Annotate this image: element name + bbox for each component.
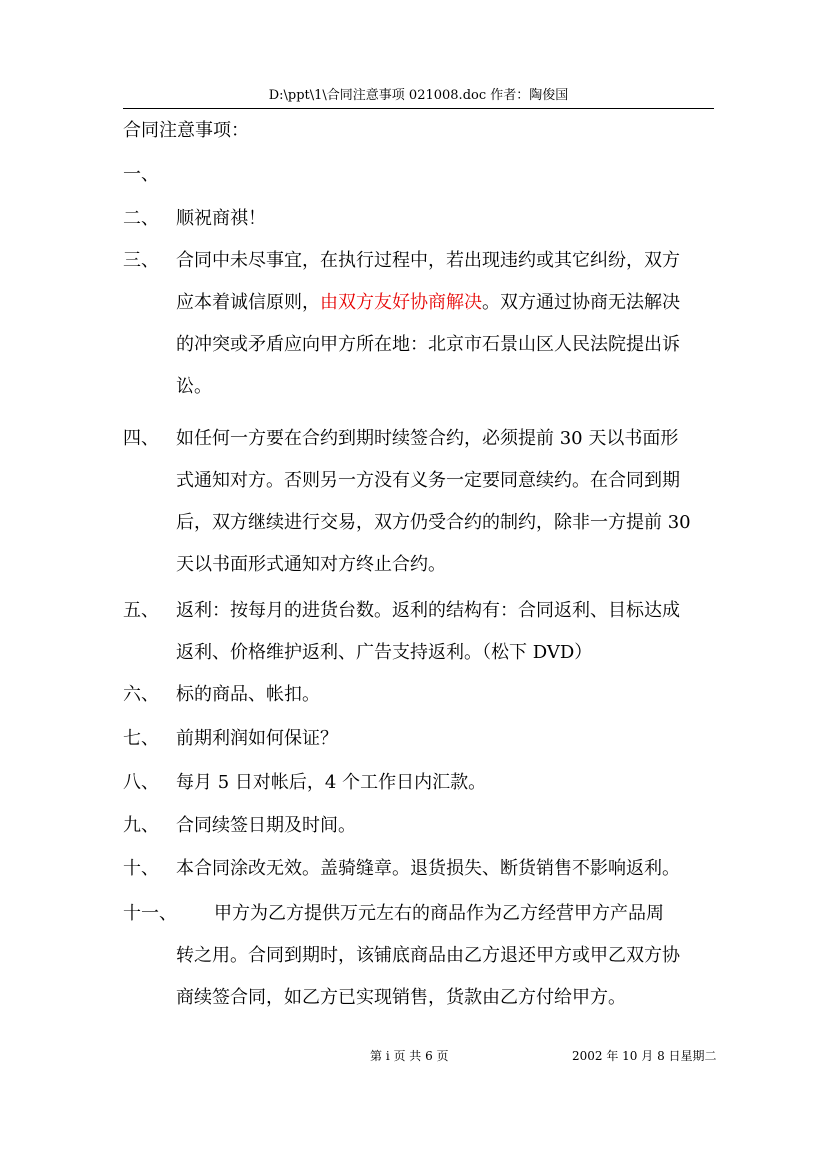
item-number: 七、 — [123, 728, 159, 749]
item-line: 天以书面形式通知对方终止合约。 — [176, 554, 446, 575]
item-line: 讼。 — [176, 376, 212, 397]
item-line-segment: 应本着诚信原则， — [176, 292, 320, 313]
item-line: 本合同涂改无效。盖骑缝章。退货损失、断货销售不影响返利。 — [176, 858, 680, 879]
item-line: 合同中未尽事宜，在执行过程中，若出现违约或其它纠纷，双方 — [176, 250, 680, 271]
item-line: 合同续签日期及时间。 — [176, 815, 356, 836]
item-line: 如任何一方要在合约到期时续签合约，必须提前 30 天以书面形 — [176, 428, 679, 449]
item-number: 八、 — [123, 772, 159, 793]
document-title: 合同注意事项： — [123, 120, 249, 141]
item-number: 三、 — [123, 250, 159, 271]
page-number: 第 i 页 共 6 页 — [370, 1049, 449, 1063]
item-number: 二、 — [123, 208, 159, 229]
item-text — [176, 674, 721, 716]
item-number: 十、 — [123, 858, 159, 879]
item-line: 顺祝商祺！ — [176, 208, 266, 229]
item-number: 九、 — [123, 815, 159, 836]
page-header: D:\ppt\1\合同注意事项 021008.doc 作者：陶俊国 — [268, 88, 569, 103]
item-number: 一、 — [123, 164, 159, 185]
item-line: 式通知对方。否则另一方没有义务一定要同意续约。在合同到期 — [176, 470, 680, 491]
item-line-segment: 。双方通过协商无法解决 — [482, 292, 680, 313]
item-line: 商续签合同，如乙方已实现销售，货款由乙方付给甲方。 — [176, 987, 626, 1008]
header-rule — [123, 108, 714, 109]
item-text — [176, 198, 721, 240]
item-line: 甲方为乙方提供万元左右的商品作为乙方经营甲方产品周 — [214, 903, 664, 924]
item-text — [176, 893, 721, 1019]
item-line: 标的商品、帐扣。 — [176, 684, 320, 705]
item-line — [176, 282, 721, 324]
item-text — [176, 418, 721, 586]
item-line: 返利、价格维护返利、广告支持返利。（松下 DVD） — [176, 642, 593, 663]
item-text — [176, 848, 721, 890]
item-number: 六、 — [123, 684, 159, 705]
item-text — [176, 762, 721, 804]
footer-date: 2002 年 10 月 8 日星期二 — [572, 1049, 717, 1063]
item-line: 转之用。合同到期时，该铺底商品由乙方退还甲方或甲乙双方协 — [176, 945, 680, 966]
item-line: 每月 5 日对帐后，4 个工作日内汇款。 — [176, 772, 487, 793]
item-line: 前期利润如何保证？ — [176, 728, 338, 749]
item-number: 十一、 — [123, 903, 177, 924]
item-text — [176, 805, 721, 847]
item-text — [176, 240, 721, 408]
highlight-text: 由双方友好协商解决 — [320, 292, 482, 313]
item-line: 后，双方继续进行交易，双方仍受合约的制约，除非一方提前 30 — [176, 512, 691, 533]
item-text — [176, 590, 721, 674]
item-text — [176, 718, 721, 760]
item-line: 的冲突或矛盾应向甲方所在地：北京市石景山区人民法院提出诉 — [176, 334, 680, 355]
item-number: 五、 — [123, 600, 159, 621]
item-line: 返利：按每月的进货台数。返利的结构有：合同返利、目标达成 — [176, 600, 680, 621]
item-number: 四、 — [123, 428, 159, 449]
